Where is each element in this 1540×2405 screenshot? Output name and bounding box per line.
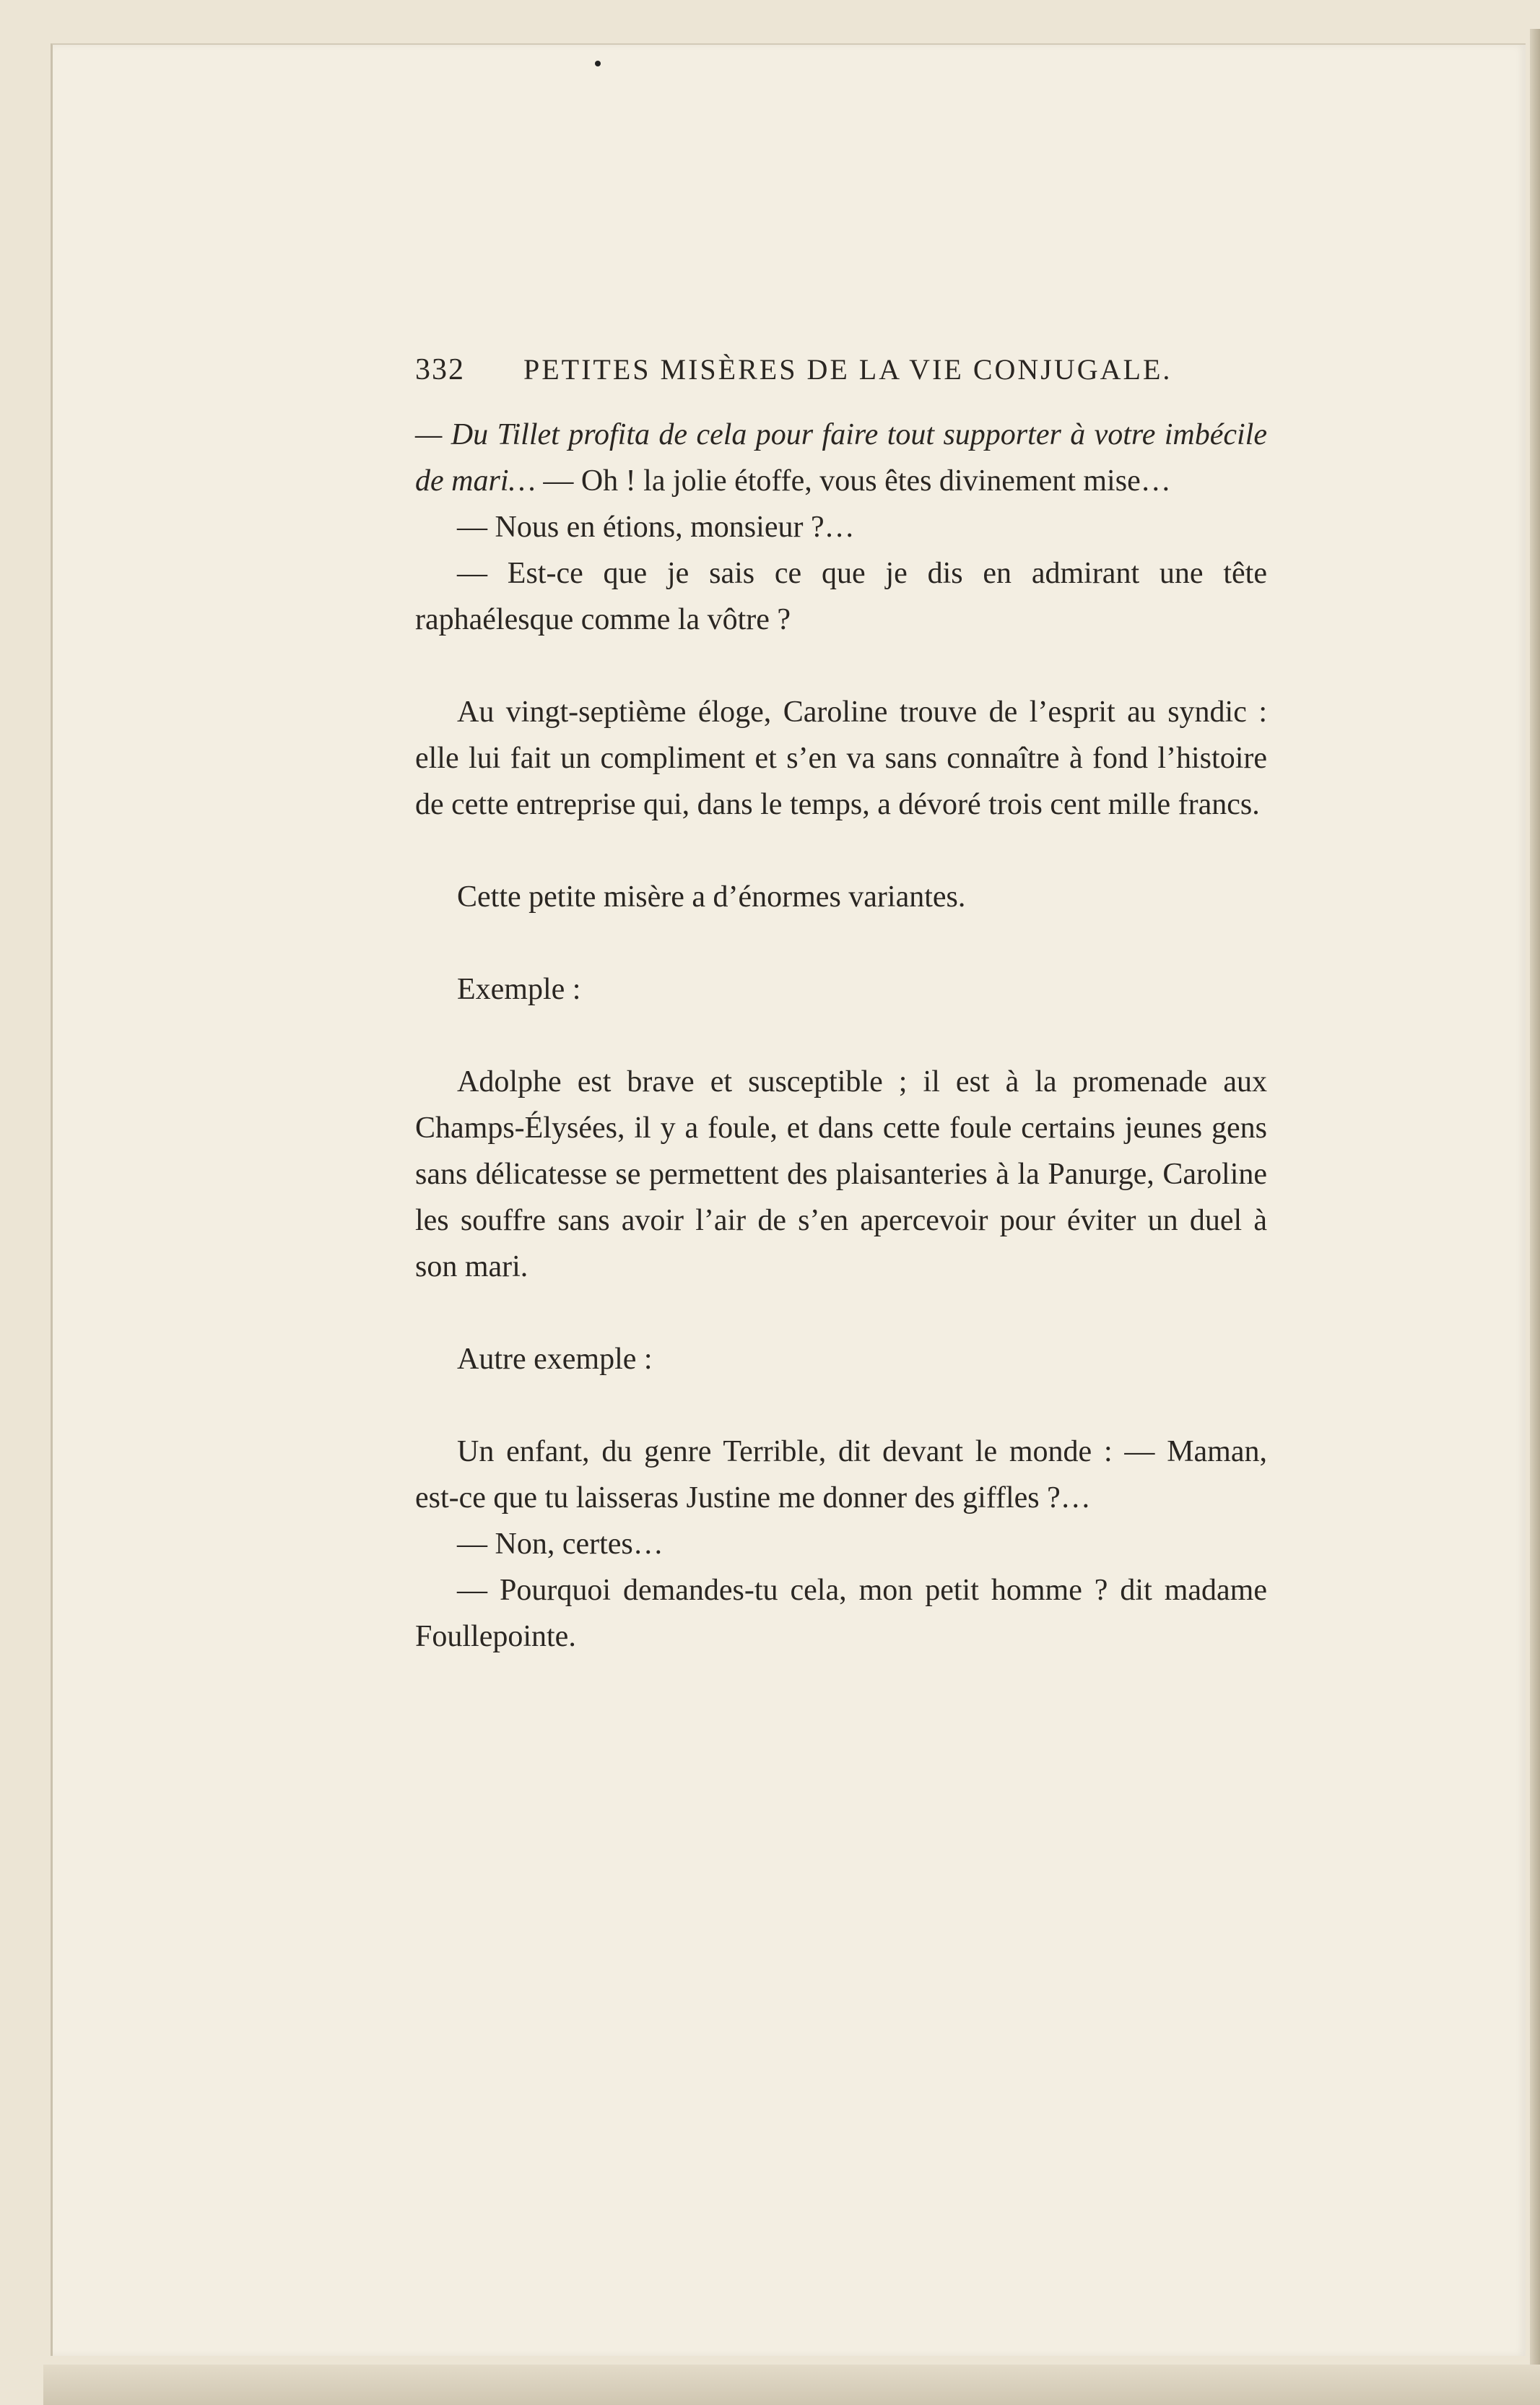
paragraph-4: Au vingt-septième éloge, Caroline trouve de l’esprit au syndic : elle lui fait un compliment et s’en va sans connaître à fond l’histoire de cette entreprise qui, dans le temps, a dévoré trois cent mille francs. (415, 696, 1267, 821)
spacer (415, 1013, 1267, 1059)
page-number: 332 (415, 353, 465, 386)
ink-speck (595, 61, 601, 66)
paragraph-6: Exemple : (457, 973, 581, 1006)
paragraph-9: Un enfant, du genre Terrible, dit devant le monde : — Maman, est-ce que tu laisseras Justine me donner des giffles ?… (415, 1435, 1267, 1514)
page-edge-right (1530, 29, 1540, 2391)
page-edge-bottom (43, 2365, 1540, 2405)
paragraph-1-italic: — Du Tillet profita de cela pour faire tout supporter à votre imbécile de mari… (415, 418, 1267, 498)
paragraph-3: — Est-ce que je sais ce que je dis en admirant une tête raphaélesque comme la vôtre ? (415, 557, 1267, 636)
spacer (415, 828, 1267, 874)
paragraph-1 (415, 412, 1267, 504)
paragraph-5: Cette petite misère a d’énormes variantes. (457, 880, 966, 914)
running-title: PETITES MISÈRES DE LA VIE CONJUGALE. (523, 353, 1173, 386)
page-body (415, 347, 1267, 1660)
paragraph-7: Adolphe est brave et susceptible ; il est à la promenade aux Champs-Élysées, il y a foule, et dans cette foule certains jeunes gens sans délicatesse se permettent des plaisanteries à la Panurge, Caroline les souffre sans avoir l’air de s’en apercevoir pour éviter un duel à son mari. (415, 1065, 1267, 1283)
spacer (415, 920, 1267, 966)
paragraph-1-roman: — Oh ! la jolie étoffe, vous êtes divinement mise… (535, 464, 1171, 498)
spacer (415, 1382, 1267, 1429)
paragraph-2: — Nous en étions, monsieur ?… (457, 511, 855, 544)
running-head (415, 347, 1267, 412)
spacer (415, 1290, 1267, 1336)
spacer (415, 643, 1267, 689)
paragraph-10: — Non, certes… (457, 1528, 664, 1561)
paragraph-8: Autre exemple : (457, 1343, 653, 1376)
paragraph-11: — Pourquoi demandes-tu cela, mon petit homme ? dit madame Foullepointe. (415, 1574, 1267, 1653)
